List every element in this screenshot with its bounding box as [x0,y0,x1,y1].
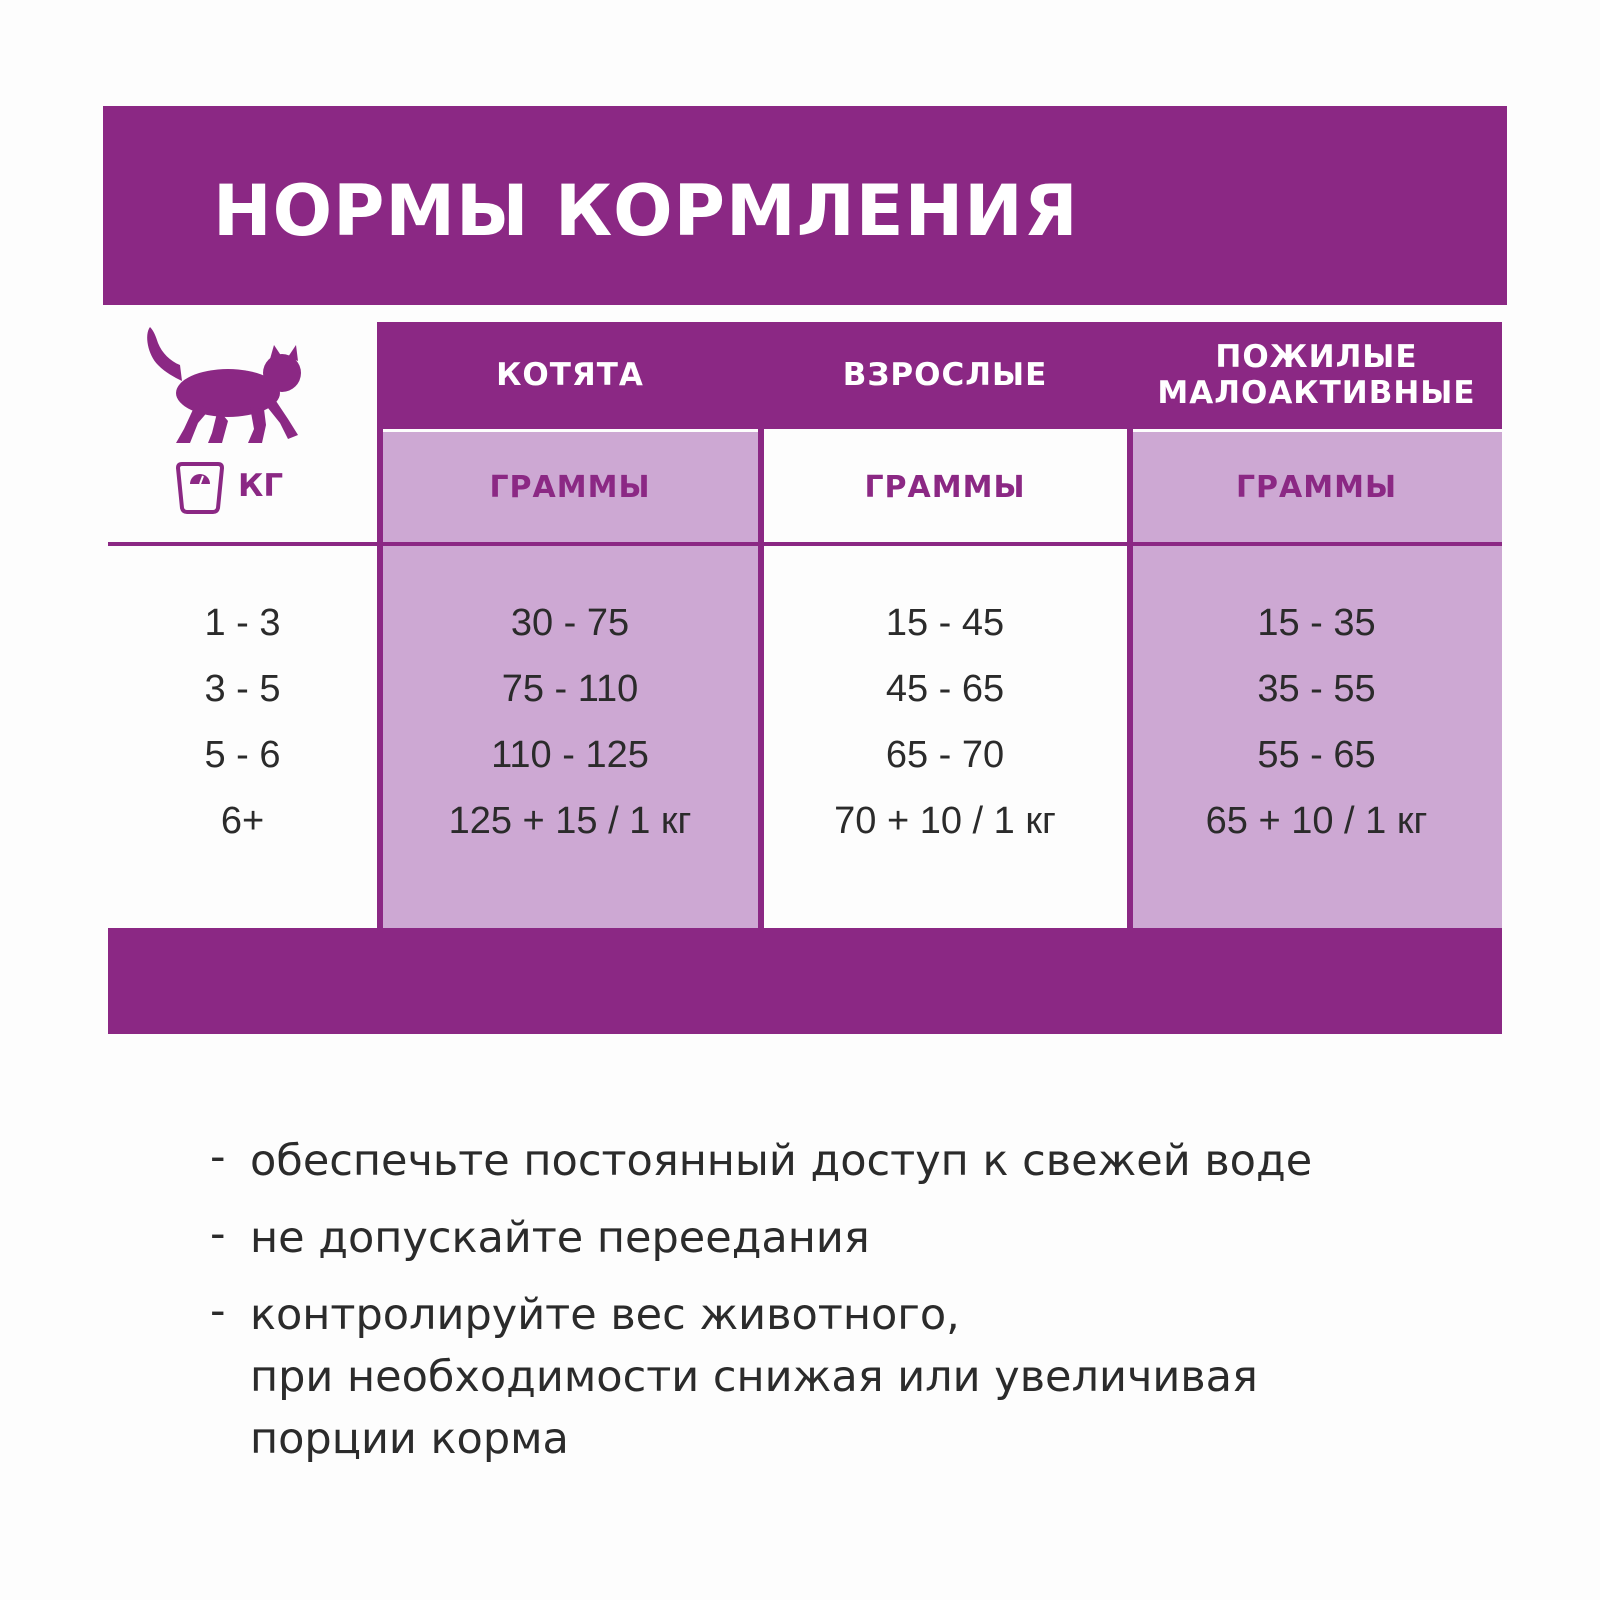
note-text: обеспечьте постоянный доступ к свежей воде [250,1136,1313,1186]
header-divider [108,542,1502,546]
unit-kittens: ГРАММЫ [489,469,651,505]
note-item [210,1130,1510,1192]
header-kittens: КОТЯТА [381,322,759,429]
table-footer-bar [108,928,1502,1034]
note-item [210,1284,1510,1470]
seniors-value: 15 - 35 [1257,602,1376,644]
weight-value: 6+ [220,800,265,842]
note-text: не допускайте переедания [250,1213,870,1263]
cat-icon [140,325,310,448]
seniors-value: 35 - 55 [1257,668,1376,710]
page-title: НОРМЫ КОРМЛЕНИЯ [213,170,1079,252]
kittens-value: 125 + 15 / 1 кг [448,800,692,842]
note-text: контролируйте вес животного, при необходимости снижая или увеличивая порции корма [250,1290,1258,1464]
bullet-dash: - [210,1286,226,1336]
scale-icon [174,460,226,516]
title-banner [103,106,1507,305]
bullet-dash: - [210,1132,226,1182]
seniors-value: 55 - 65 [1257,734,1376,776]
bullet-dash: - [210,1209,226,1259]
adults-value: 65 - 70 [885,734,1005,776]
kittens-value: 110 - 125 [491,734,649,776]
kittens-value: 75 - 110 [501,668,639,710]
adults-value: 70 + 10 / 1 кг [834,800,1056,842]
weight-values [108,590,377,854]
kittens-values [381,590,759,854]
adults-value: 45 - 65 [885,668,1005,710]
weight-value: 3 - 5 [204,668,281,710]
seniors-value: 65 + 10 / 1 кг [1205,800,1428,842]
feeding-notes [210,1130,1510,1485]
kittens-value: 30 - 75 [510,602,630,644]
header-seniors: ПОЖИЛЫЕ МАЛОАКТИВНЫЕ [1131,322,1502,429]
header-adults: ВЗРОСЛЫЕ [762,322,1128,429]
adults-values [762,590,1128,854]
unit-seniors: ГРАММЫ [1235,469,1398,505]
seniors-values [1131,590,1502,854]
note-item [210,1207,1510,1269]
weight-value: 5 - 6 [204,734,281,776]
adults-value: 15 - 45 [885,602,1005,644]
weight-value: 1 - 3 [204,602,281,644]
weight-unit-label: КГ [238,468,284,504]
unit-adults: ГРАММЫ [864,469,1026,505]
